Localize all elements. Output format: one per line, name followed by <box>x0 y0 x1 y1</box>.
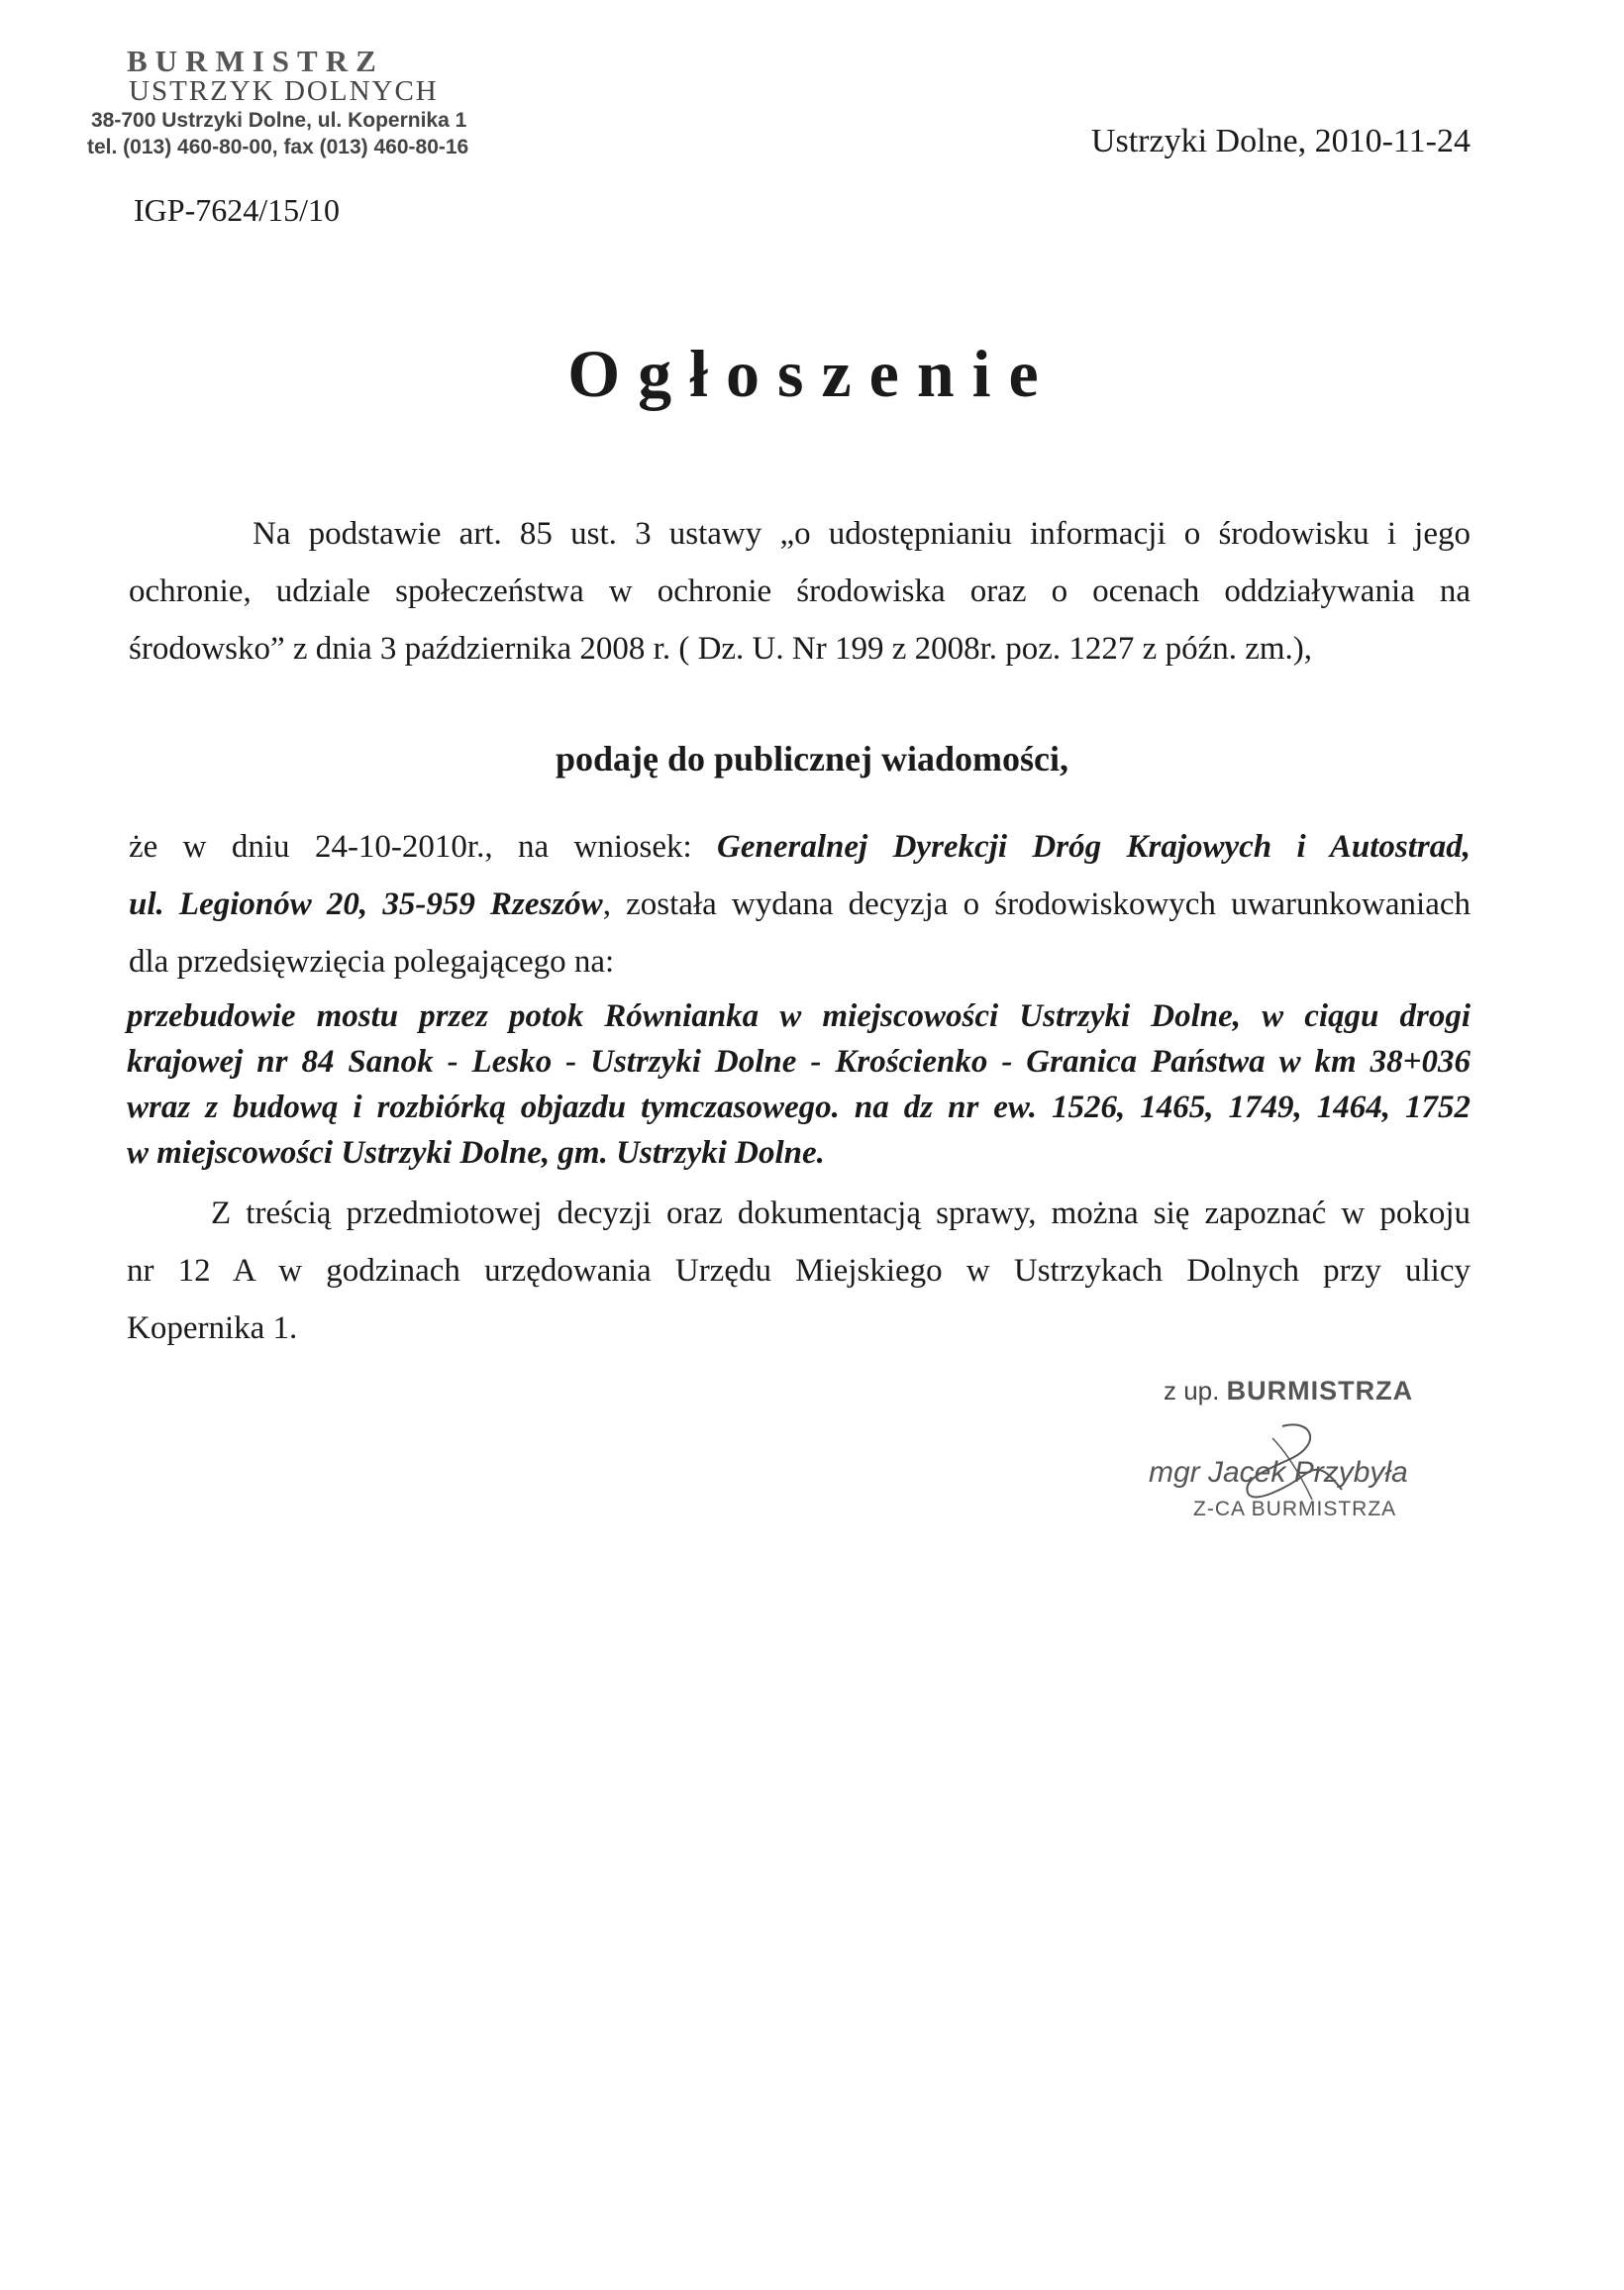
authorization-prefix: z up. <box>1164 1376 1220 1405</box>
project-line: krajowej nr 84 Sanok - Lesko - Ustrzyki Dolne - Krościenko - Granica Państwa w km 38+036 <box>127 1044 1471 1080</box>
paragraph-line <box>129 818 1471 876</box>
letterhead-office: USTRZYK DOLNYCH <box>129 75 439 107</box>
signatory-name: mgr Jacek Przybyła <box>1149 1456 1408 1489</box>
letterhead-title: BURMISTRZ <box>127 44 384 78</box>
reference-number: IGP-7624/15/10 <box>134 192 340 228</box>
place-date: Ustrzyki Dolne, 2010-11-24 <box>1090 123 1471 159</box>
authorization-title: BURMISTRZA <box>1226 1376 1414 1405</box>
access-info-paragraph <box>127 1185 1471 1357</box>
paragraph-line: Na podstawie art. 85 ust. 3 ustawy „o udostępnianiu informacji o środowisku i jego <box>253 516 1471 552</box>
applicant-name: Generalnej Dyrekcji Dróg Krajowych i Autostrad, <box>717 829 1471 865</box>
letterhead-address: 38-700 Ustrzyki Dolne, ul. Kopernika 1 <box>91 109 467 132</box>
signatory-position: Z-CA BURMISTRZA <box>1193 1498 1397 1520</box>
project-line: przebudowie mostu przez potok Równianka w miejscowości Ustrzyki Dolne, w ciągu drogi <box>127 998 1471 1034</box>
paragraph-line: Kopernika 1. <box>127 1310 298 1346</box>
letterhead-phone: tel. (013) 460-80-00, fax (013) 460-80-16 <box>87 136 469 158</box>
legal-basis-paragraph <box>129 505 1471 677</box>
paragraph-line: nr 12 A w godzinach urzędowania Urzędu Miejskiego w Ustrzykach Dolnych przy ulicy <box>127 1253 1471 1289</box>
document-title: Ogłoszenie <box>567 336 1057 411</box>
paragraph-line: Z treścią przedmiotowej decyzji oraz dokumentacją sprawy, można się zapoznać w pokoju <box>211 1196 1471 1231</box>
decision-date-text: że w dniu 24-10-2010r., na wniosek: <box>129 829 718 865</box>
paragraph-line <box>129 876 1471 933</box>
project-description <box>127 993 1471 1176</box>
paragraph-line: dla przedsięwzięcia polegającego na: <box>129 944 615 980</box>
applicant-address: ul. Legionów 20, 35-959 Rzeszów <box>129 886 603 922</box>
signature-authorization <box>1164 1376 1413 1406</box>
announcement-heading: podaję do publicznej wiadomości, <box>555 739 1069 779</box>
paragraph-line: ochronie, udziale społeczeństwa w ochronie środowiska oraz o ocenach oddziaływania na <box>129 573 1471 609</box>
decision-paragraph <box>129 818 1471 990</box>
paragraph-line: środowsko” z dnia 3 października 2008 r. ( Dz. U. Nr 199 z 2008r. poz. 1227 z późn. zm.), <box>129 631 1313 667</box>
decision-text: , została wydana decyzja o środowiskowych uwarunkowaniach <box>602 886 1471 922</box>
project-line: wraz z budową i rozbiórką objazdu tymczasowego. na dz nr ew. 1526, 1465, 1749, 1464, 1752 <box>127 1090 1471 1125</box>
project-line: w miejscowości Ustrzyki Dolne, gm. Ustrzyki Dolne. <box>127 1135 825 1171</box>
